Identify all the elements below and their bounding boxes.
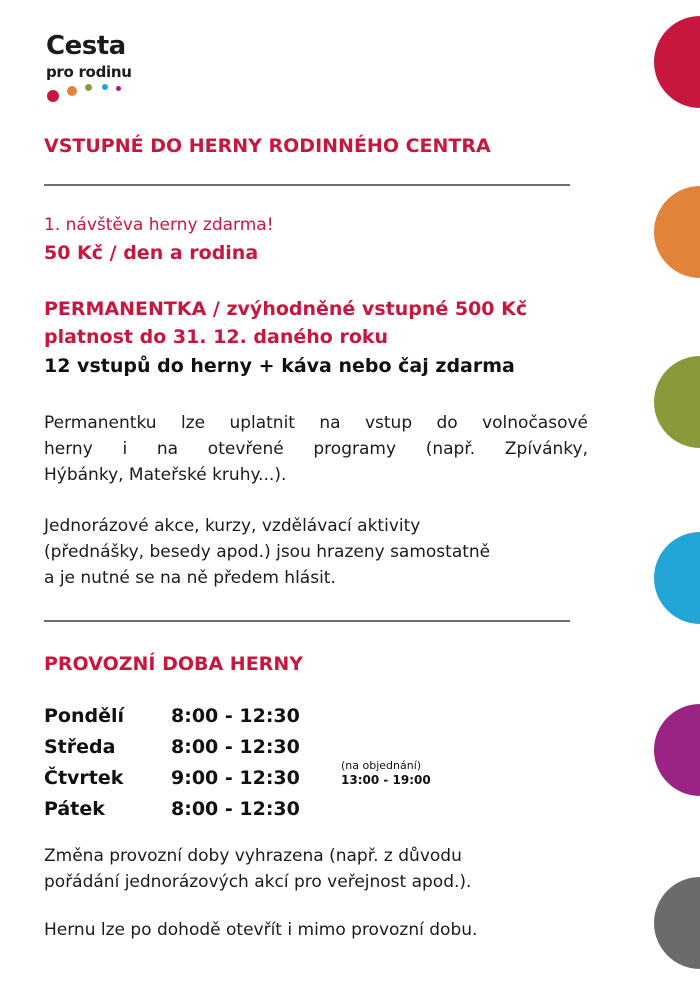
logo-subtitle: pro rodinu: [46, 63, 132, 81]
pass-contents: 12 vstupů do herny + káva nebo čaj zdarma: [44, 355, 515, 377]
schedule-time: 8:00 - 12:30: [171, 798, 300, 820]
logo-title: Cesta: [46, 31, 126, 61]
one-off-paragraph: [44, 513, 588, 591]
side-circle: [654, 877, 700, 969]
pass-title: PERMANENTKA / zvýhodněné vstupné 500 Kč: [44, 298, 528, 320]
first-visit-note: 1. návštěva herny zdarma!: [44, 215, 274, 235]
text-line: pořádání jednorázových akcí pro veřejnost apod.).: [44, 872, 472, 892]
side-circle: [654, 186, 700, 278]
logo-dot: [47, 90, 59, 102]
pass-usage-paragraph: [44, 410, 588, 488]
logo-dot: [67, 86, 77, 96]
text-line: Jednorázové akce, kurzy, vzdělávací aktivity: [44, 516, 421, 536]
schedule-time: 8:00 - 12:30: [171, 736, 300, 758]
admission-heading: VSTUPNÉ DO HERNY RODINNÉHO CENTRA: [44, 135, 491, 157]
text-line: herny i na otevřené programy (např. Zpívánky,: [44, 439, 588, 459]
side-circle: [654, 704, 700, 796]
text-line: Hýbánky, Mateřské kruhy...).: [44, 465, 287, 485]
schedule-time: 9:00 - 12:30: [171, 767, 300, 789]
logo-dot: [116, 86, 121, 91]
side-circle: [654, 356, 700, 448]
side-circle: [654, 16, 700, 108]
schedule-day: Pondělí: [44, 705, 125, 727]
text-line: Změna provozní doby vyhrazena (např. z důvodu: [44, 846, 462, 866]
schedule-time: 8:00 - 12:30: [171, 705, 300, 727]
divider: [44, 620, 570, 622]
schedule-day: Čtvrtek: [44, 767, 124, 789]
appointment-time: 13:00 - 19:00: [341, 773, 431, 787]
schedule-day: Středa: [44, 736, 116, 758]
extra-note: Hernu lze po dohodě otevřít i mimo provozní dobu.: [44, 920, 478, 940]
daily-price: 50 Kč / den a rodina: [44, 242, 259, 264]
appointment-note: (na objednání): [341, 759, 422, 772]
hours-heading: PROVOZNÍ DOBA HERNY: [44, 653, 303, 675]
text-line: Permanentku lze uplatnit na vstup do volnočasové: [44, 413, 588, 433]
schedule-day: Pátek: [44, 798, 105, 820]
text-line: a je nutné se na ně předem hlásit.: [44, 568, 336, 588]
logo-dot: [102, 84, 108, 90]
change-note-paragraph: [44, 843, 588, 895]
logo-dot: [85, 84, 92, 91]
divider: [44, 184, 570, 186]
text-line: (přednášky, besedy apod.) jsou hrazeny samostatně: [44, 542, 491, 562]
side-circle: [654, 532, 700, 624]
pass-validity: platnost do 31. 12. daného roku: [44, 326, 389, 348]
